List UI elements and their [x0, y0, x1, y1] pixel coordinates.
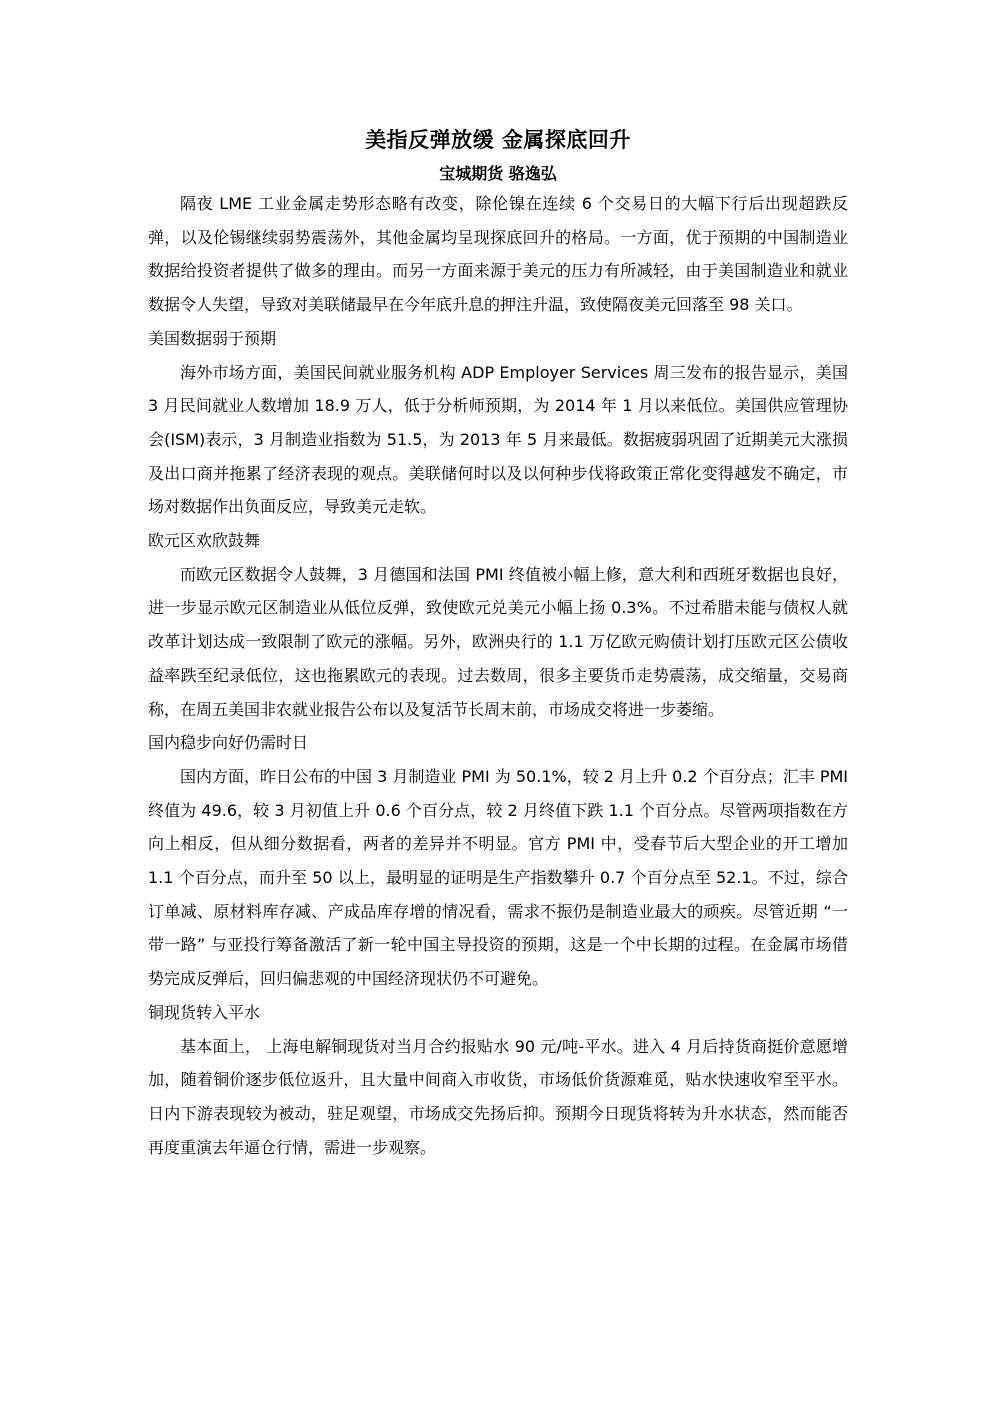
section-heading-us-data: 美国数据弱于预期: [148, 328, 277, 348]
section-body-eurozone: 而欧元区数据令人鼓舞，3 月德国和法国 PMI 终值被小幅上修，意大利和西班牙数据也良好，进一步显示欧元区制造业从低位反弹，致使欧元兑美元小幅上扬 0.3%。不过希腊未能与债权人就改革计划达成一致限制了欧元的涨幅。另外，欧洲央行的 1.1 万亿欧元购债计划打压欧元区公债收益率跌至纪录低位，这也拖累欧元的表现。过去数周，很多主要货币走势震荡，成交缩量，交易商称，在周五美国非农就业报告公布以及复活节长周末前，市场成交将进一步萎缩。: [148, 564, 848, 719]
section-body-copper-spot: 基本面上， 上海电解铜现货对当月合约报贴水 90 元/吨-平水。进入 4 月后持货商挺价意愿增加，随着铜价逐步低位返升，且大量中间商入市收货，市场低价货源难觅，贴水快速收窄至平水。日内下游表现较为被动，驻足观望，市场成交先扬后抑。预期今日现货将转为升水状态，然而能否再度重演去年逼仓行情，需进一步观察。: [148, 1036, 848, 1157]
intro-paragraph: 隔夜 LME 工业金属走势形态略有改变，除伦镍在连续 6 个交易日的大幅下行后出现超跌反弹，以及伦锡继续弱势震荡外，其他金属均呈现探底回升的格局。一方面，优于预期的中国制造业数据给投资者提供了做多的理由。而另一方面来源于美元的压力有所减轻，由于美国制造业和就业数据令人失望，导致对美联储最早在今年底升息的押注升温，致使隔夜美元回落至 98 关口。: [148, 194, 848, 315]
section-heading-copper-spot: 铜现货转入平水: [148, 1002, 261, 1022]
document-page: [148, 118, 848, 1164]
document-byline: 宝城期货 骆逸弘: [439, 164, 557, 183]
section-body-us-data: 海外市场方面，美国民间就业服务机构 ADP Employer Services 周三发布的报告显示，美国 3 月民间就业人数增加 18.9 万人，低于分析师预期，为 2014 年 1 月以来低位。美国供应管理协会(ISM)表示，3 月制造业指数为 51.5，为 2013 年 5 月来最低。数据疲弱巩固了近期美元大涨损及出口商并拖累了经济表现的观点。美联储何时以及以何种步伐将政策正常化变得越发不确定，市场对数据作出负面反应，导致美元走软。: [148, 362, 848, 517]
section-body-domestic: 国内方面，昨日公布的中国 3 月制造业 PMI 为 50.1%，较 2 月上升 0.2 个百分点；汇丰 PMI 终值为 49.6，较 3 月初值上升 0.6 个百分点，较 2 月终值下跌 1.1 个百分点。尽管两项指数在方向上相反，但从细分数据看，两者的差异并不明显。官方 PMI 中，受春节后大型企业的开工增加 1.1 个百分点，而升至 50 以上，最明显的证明是生产指数攀升 0.7 个百分点至 52.1。不过，综合订单减、原材料库存减、产成品库存增的情况看，需求不振仍是制造业最大的顽疾。尽管近期 “一带一路” 与亚投行筹备激活了新一轮中国主导投资的预期，这是一个中长期的过程。在金属市场借势完成反弹后，回归偏悲观的中国经济现状仍不可避免。: [148, 766, 848, 989]
section-heading-domestic: 国内稳步向好仍需时日: [148, 733, 309, 753]
document-title: 美指反弹放缓 金属探底回升: [365, 128, 631, 152]
section-heading-eurozone: 欧元区欢欣鼓舞: [148, 531, 261, 551]
